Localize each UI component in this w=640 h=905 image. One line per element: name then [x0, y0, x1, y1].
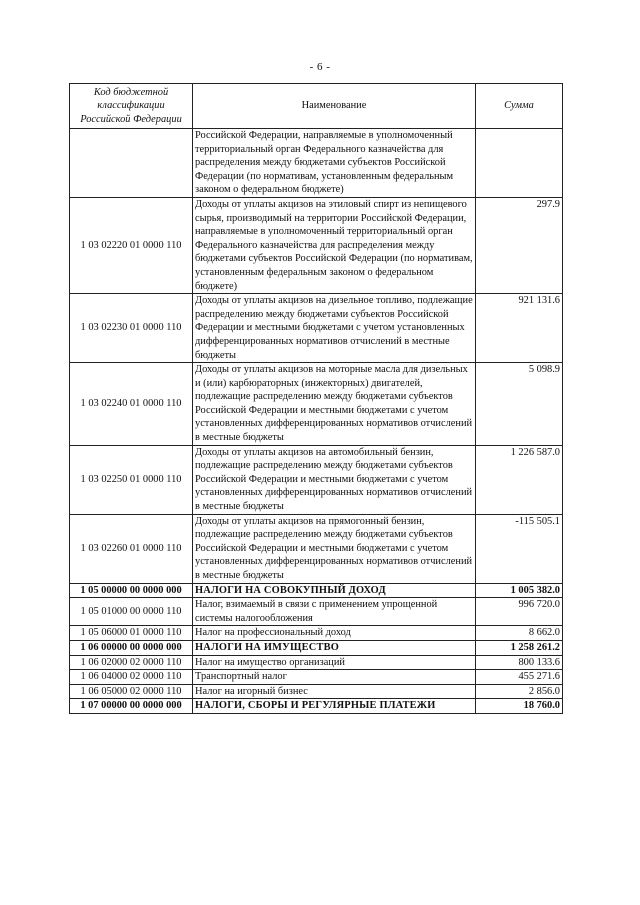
header-amount: Сумма — [476, 84, 563, 129]
row-name: Доходы от уплаты акцизов на дизельное топливо, подлежащие распределению между бюджетами субъектов Российской Федерации и местными бюджетами с учетом установленных дифференцированных нормативов отчислений в местные бюджеты — [193, 294, 476, 363]
table-row-section — [70, 640, 563, 655]
table-header-row — [70, 84, 563, 129]
row-name: НАЛОГИ, СБОРЫ И РЕГУЛЯРНЫЕ ПЛАТЕЖИ — [193, 699, 476, 714]
row-amount: 800 133.6 — [476, 655, 563, 670]
table-row-section — [70, 583, 563, 598]
row-code: 1 07 00000 00 0000 000 — [70, 699, 193, 714]
row-code: 1 03 02230 01 0000 110 — [70, 294, 193, 363]
header-code: Код бюджетной классификации Российской Федерации — [70, 84, 193, 129]
table-row-section — [70, 699, 563, 714]
row-amount — [476, 129, 563, 198]
row-code: 1 03 02250 01 0000 110 — [70, 445, 193, 514]
row-amount: 2 856.0 — [476, 684, 563, 699]
row-amount: 1 005 382.0 — [476, 583, 563, 598]
row-name: Доходы от уплаты акцизов на прямогонный бензин, подлежащие распределению между бюджетами субъектов Российской Федерации и местными бюджетами с учетом установленных дифференцированных нормативов отчислений в местные бюджеты — [193, 514, 476, 583]
row-amount: 297.9 — [476, 197, 563, 293]
row-code — [70, 129, 193, 198]
table-row — [70, 670, 563, 685]
row-amount: 996 720.0 — [476, 598, 563, 626]
row-amount: 1 258 261.2 — [476, 640, 563, 655]
row-code: 1 05 00000 00 0000 000 — [70, 583, 193, 598]
row-name: Российской Федерации, направляемые в уполномоченный территориальный орган Федерального казначейства для распределения между бюджетами субъектов Российской Федерации (по нормативам, установленным федеральным законом о федеральном бюджете) — [193, 129, 476, 198]
table-row — [70, 626, 563, 641]
row-name: Налог на имущество организаций — [193, 655, 476, 670]
row-name: Налог на игорный бизнес — [193, 684, 476, 699]
row-name: Доходы от уплаты акцизов на автомобильный бензин, подлежащие распределению между бюджетами субъектов Российской Федерации и местными бюджетами с учетом установленных дифференцированных нормативов отчислений в местные бюджеты — [193, 445, 476, 514]
row-amount: 8 662.0 — [476, 626, 563, 641]
budget-revenue-table — [69, 83, 563, 714]
row-code: 1 03 02240 01 0000 110 — [70, 363, 193, 446]
row-amount: 18 760.0 — [476, 699, 563, 714]
table-row — [70, 294, 563, 363]
row-code: 1 06 05000 02 0000 110 — [70, 684, 193, 699]
table-row — [70, 684, 563, 699]
row-name: НАЛОГИ НА ИМУЩЕСТВО — [193, 640, 476, 655]
row-amount: 455 271.6 — [476, 670, 563, 685]
row-code: 1 05 06000 01 0000 110 — [70, 626, 193, 641]
table-row — [70, 129, 563, 198]
table-row — [70, 514, 563, 583]
row-code: 1 06 02000 02 0000 110 — [70, 655, 193, 670]
row-name: Налог на профессиональный доход — [193, 626, 476, 641]
row-code: 1 03 02220 01 0000 110 — [70, 197, 193, 293]
row-code: 1 06 00000 00 0000 000 — [70, 640, 193, 655]
row-amount: 1 226 587.0 — [476, 445, 563, 514]
row-name: Налог, взимаемый в связи с применением упрощенной системы налогообложения — [193, 598, 476, 626]
row-name: Доходы от уплаты акцизов на моторные масла для дизельных и (или) карбюраторных (инжекторных) двигателей, подлежащие распределению между бюджетами субъектов Российской Федерации и местными бюджетами с учетом установленных дифференцированных нормативов отчислений в местные бюджеты — [193, 363, 476, 446]
row-code: 1 06 04000 02 0000 110 — [70, 670, 193, 685]
row-amount: 5 098.9 — [476, 363, 563, 446]
row-name: Транспортный налог — [193, 670, 476, 685]
row-name: НАЛОГИ НА СОВОКУПНЫЙ ДОХОД — [193, 583, 476, 598]
table-row — [70, 445, 563, 514]
page-number: - 6 - — [309, 61, 331, 73]
header-name: Наименование — [193, 84, 476, 129]
row-amount: -115 505.1 — [476, 514, 563, 583]
table-row — [70, 197, 563, 293]
table-row — [70, 655, 563, 670]
row-code: 1 03 02260 01 0000 110 — [70, 514, 193, 583]
row-amount: 921 131.6 — [476, 294, 563, 363]
table-row — [70, 598, 563, 626]
row-name: Доходы от уплаты акцизов на этиловый спирт из непищевого сырья, производимый на территории Российской Федерации, направляемые в уполномоченный территориальный орган Федерального казначейства для распределения между бюджетами субъектов Российской Федерации (по нормативам, установленным федеральным законом о федеральном бюджете) — [193, 197, 476, 293]
row-code: 1 05 01000 00 0000 110 — [70, 598, 193, 626]
table-row — [70, 363, 563, 446]
